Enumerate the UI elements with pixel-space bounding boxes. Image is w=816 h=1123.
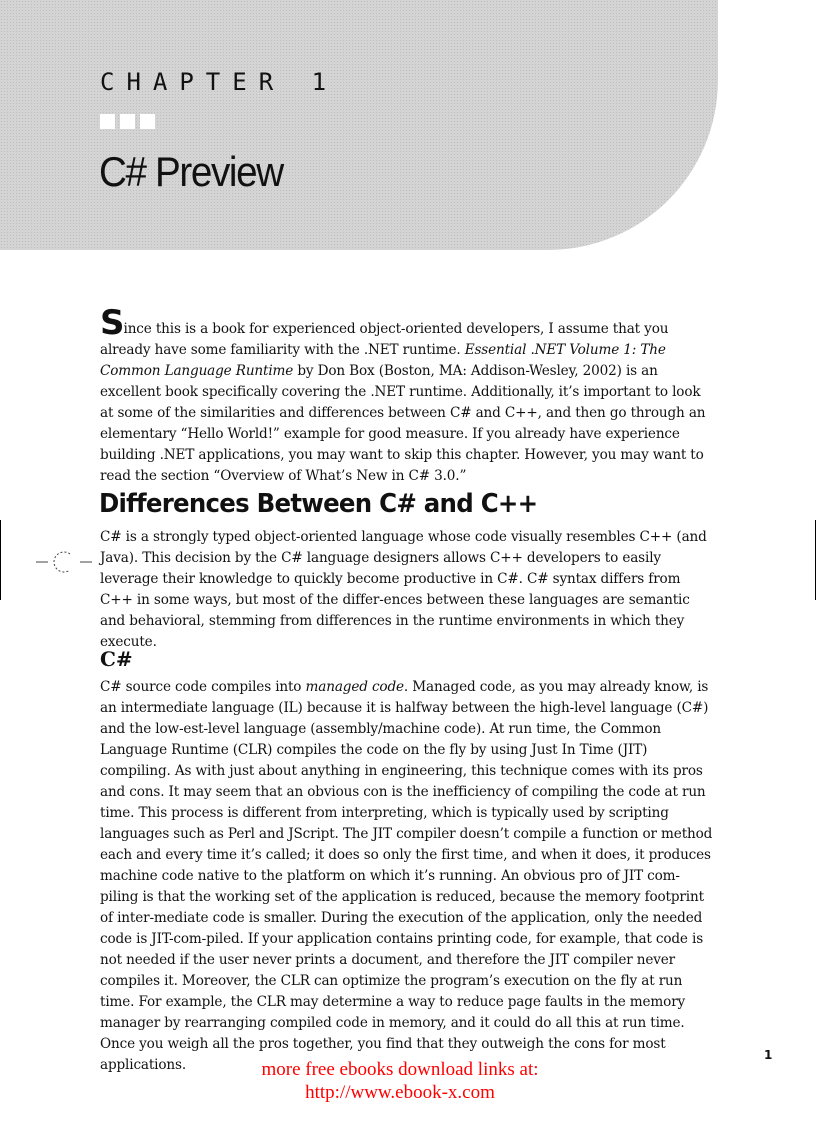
intro-text-start: ince this is a book for experienced object-oriented developers, I assume that you already have some familiarity with the .NET runtime. xyxy=(100,321,669,358)
section-heading-differences: Differences Between C# and C++ xyxy=(99,489,538,519)
ornament-square xyxy=(100,114,115,129)
crop-mark-left xyxy=(0,520,1,600)
book-title: Essential .NET Volume 1: The Common Language Runtime xyxy=(100,342,666,379)
chapter-title: C# Preview xyxy=(99,148,283,195)
chapter-label: CHAPTER 1 xyxy=(100,68,339,96)
ornament-square xyxy=(140,114,155,129)
ornament-square xyxy=(120,114,135,129)
csharp-paragraph xyxy=(100,677,716,1076)
drop-cap: S xyxy=(100,303,124,343)
subsection-heading-csharp: C# xyxy=(100,647,133,671)
registration-mark-icon xyxy=(36,550,92,574)
csharp-text-end: . Managed code, as you may already know, is an intermediate language (IL) because it is halfway between the high-level language (C#) and the low-est-level language (assembly/machine code). At run time, the Common Language Runtime (CLR) compiles the code on the fly by using Just In Time (JIT) compiling. As with just about anything in engineering, this technique comes with its pros and cons. It may seem that an obvious con is the inefficiency of compiling the code at run time. This process is different from interpreting, which is typically used by scripting languages such as Perl and JScript. The JIT compiler doesn’t compile a function or method each and every time it’s called; it does so only the first time, and when it does, it produces machine code native to the platform on which it’s running. An obvious pro of JIT com-piling is that the working set of the application is reduced, because the memory footprint of inter-mediate code is smaller. During the execution of the application, only the needed code is JIT-com-piled. If your application contains printing code, for example, that code is not needed if the user never prints a document, and therefore the JIT compiler never compiles it. Moreover, the CLR can optimize the program’s execution on the fly at run time. For example, the CLR may determine a way to reduce page faults in the memory manager by rearranging compiled code in memory, and it could do all this at run time. Once you weigh all the pros together, you find that they outweigh the cons for most applications. xyxy=(100,679,713,1073)
managed-code-term: managed code xyxy=(305,679,404,695)
chapter-ornament xyxy=(100,114,155,129)
watermark-line-1: more free ebooks download links at: xyxy=(261,1059,539,1080)
intro-paragraph xyxy=(100,303,716,487)
watermark-link[interactable]: http://www.ebook-x.com xyxy=(305,1082,495,1103)
intro-text-end: by Don Box (Boston, MA: Addison-Wesley, 2002) is an excellent book specifically covering the .NET runtime. Additionally, it’s important to look at some of the similarities and differences between C# and C++, and then go through an elementary “Hello World!” example for good measure. If you already have experience building .NET applications, you may want to skip this chapter. However, you may want to read the section “Overview of What’s New in C# 3.0.” xyxy=(100,363,706,484)
differences-paragraph: C# is a strongly typed object-oriented language whose code visually resembles C++ (and Java). This decision by the C# language designers allows C++ developers to easily leverage their knowledge to quickly become productive in C#. C# syntax differs from C++ in some ways, but most of the differ-ences between these languages are semantic and behavioral, stemming from differences in the runtime environments in which they execute. xyxy=(100,529,707,650)
csharp-text-start: C# source code compiles into xyxy=(100,679,306,695)
page-number: 1 xyxy=(764,1048,773,1062)
